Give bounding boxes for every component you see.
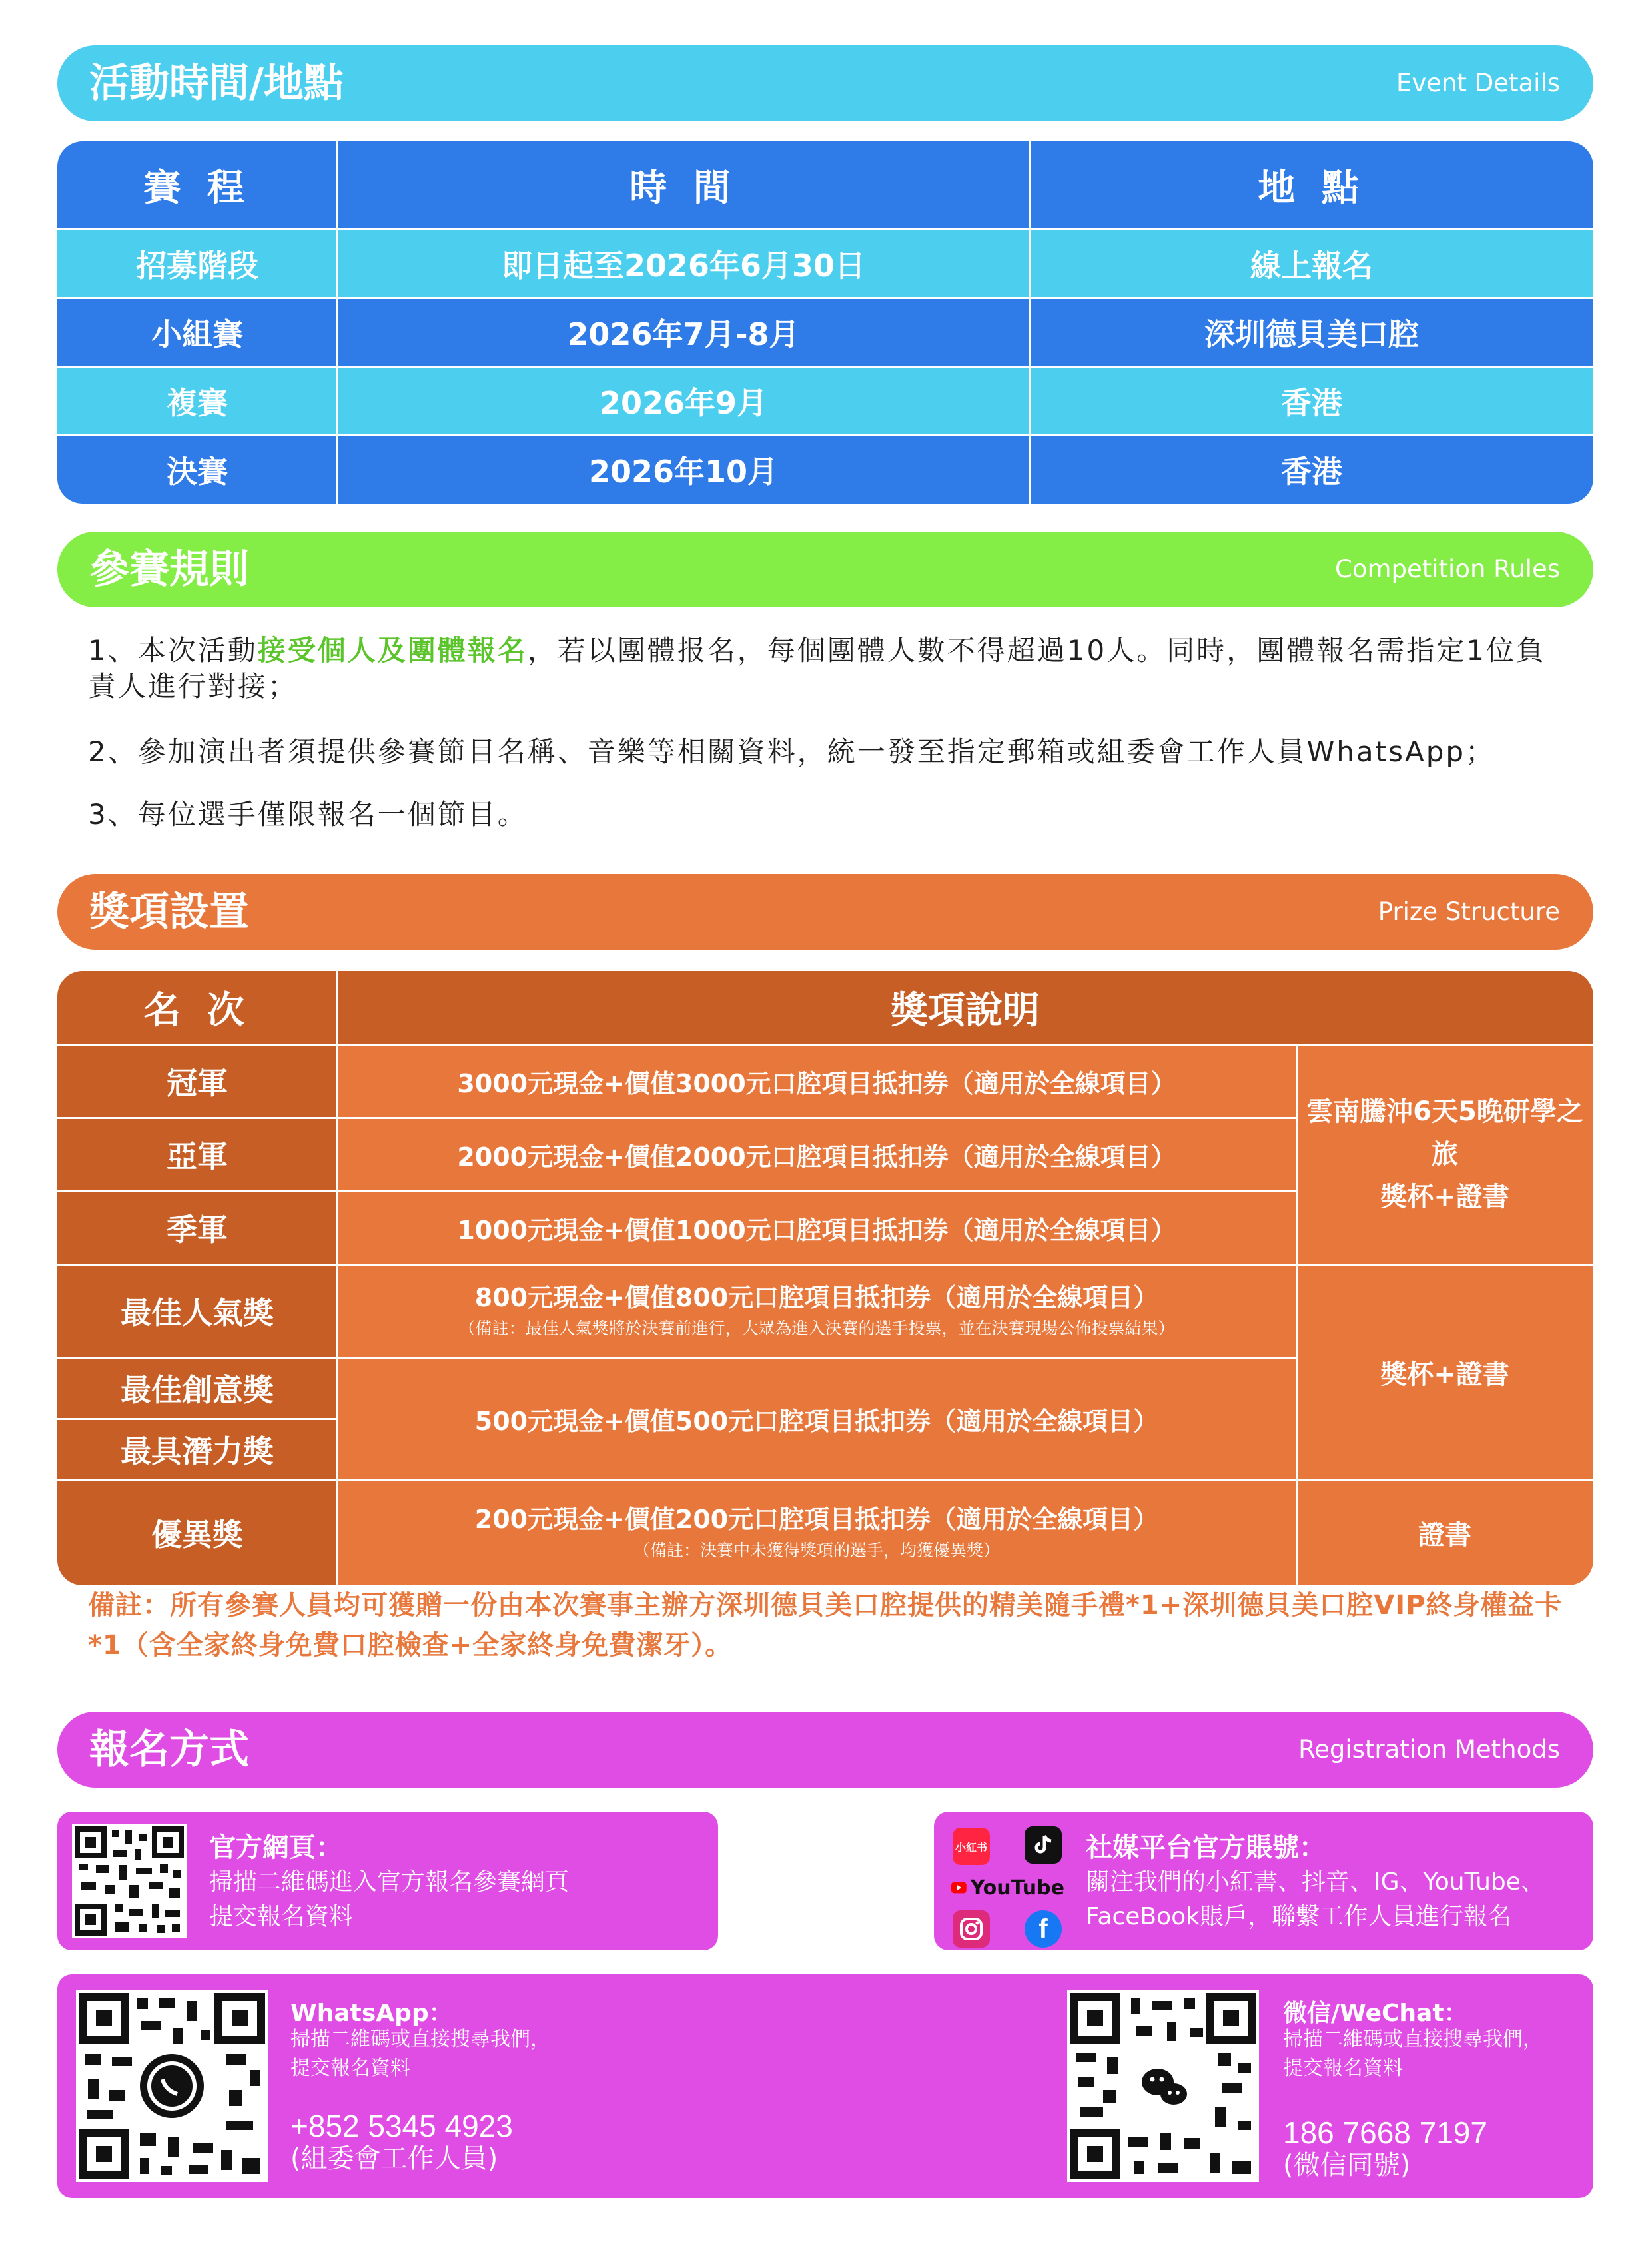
prize-desc: 800元現金+價值800元口腔項目抵扣券（適用於全線項目） [474,1283,1159,1312]
prizes-header [57,874,1593,950]
prize-desc: 1000元現金+價值1000元口腔項目抵扣券（適用於全線項目） [337,1191,1296,1264]
youtube-label: YouTube [970,1876,1064,1900]
prize-extra-top [1296,1044,1593,1264]
grid-line [57,1117,1296,1119]
header-description: 獎項說明 [337,971,1593,1044]
time-cell: 2026年7月-8月 [337,298,1030,366]
wechat-phone[interactable]: 186 7668 7197 [1283,2115,1487,2150]
stage-cell: 小組賽 [57,298,337,366]
grid-line [57,366,1593,368]
prizes-title: 獎項設置 [89,889,249,935]
rule-1 [88,633,1567,705]
rule-1-text: 1、本次活動 [88,634,258,667]
wechat-qr-code[interactable] [1067,1990,1259,2182]
prize-desc-popular [337,1264,1296,1357]
prize-desc: 200元現金+價值200元口腔項目抵扣券（適用於全線項目） [474,1505,1159,1534]
prize-desc-merit [337,1480,1296,1585]
facebook-icon[interactable]: f [1025,1910,1062,1948]
prize-footnote: 備註：所有參賽人員均可獲贈一份由本次賽事主辦方深圳德貝美口腔提供的精美隨手禮*1+深圳德貝美口腔VIP終身權益卡*1（含全家終身免費口腔檢查+全家終身免費潔牙）。 [88,1590,1563,1661]
wechat-phone-note: (微信同號) [1283,2150,1411,2181]
rank-cell: 最具潛力獎 [57,1419,337,1480]
website-qr-code[interactable] [72,1824,187,1938]
header-time: 時 間 [337,141,1030,229]
whatsapp-phone-note: (組委會工作人員) [290,2143,498,2174]
time-cell: 2026年10月 [337,435,1030,504]
grid-line [57,1357,1296,1359]
website-line-2: 提交報名資料 [209,1903,354,1930]
rank-cell: 季軍 [57,1191,337,1264]
place-cell: 線上報名 [1030,229,1593,298]
prizes-subtitle: Prize Structure [1378,897,1560,926]
whatsapp-phone[interactable]: +852 5345 4923 [290,2109,513,2143]
rule-2: 2、參加演出者須提供參賽節目名稱、音樂等相關資料，統一發至指定郵箱或組委會工作人員WhatsApp； [88,735,1496,768]
rules-title: 參賽規則 [89,546,249,593]
tiktok-icon[interactable] [1025,1826,1062,1864]
rules-header [57,532,1593,607]
event-schedule-table [57,141,1593,504]
grid-line [1296,1044,1298,1585]
registration-title: 報名方式 [89,1726,249,1773]
grid-line [57,434,1593,436]
rules-subtitle: Competition Rules [1334,555,1560,583]
header-rank: 名 次 [57,971,337,1044]
rule-1-text: ，若以團體报名，每個團體人數不得超過10人。同時，團體報名需指定1位負責人進行對接； [88,634,1546,703]
place-cell: 深圳德貝美口腔 [1030,298,1593,366]
place-cell: 香港 [1030,435,1593,504]
whatsapp-qr-code[interactable] [76,1990,268,2182]
rule-1-highlight: 接受個人及團體報名 [257,634,528,667]
prize-extra-mid: 獎杯+證書 [1296,1264,1593,1480]
prize-desc: 3000元現金+價值3000元口腔項目抵扣券（適用於全線項目） [337,1044,1296,1118]
prize-extra-trophy: 獎杯+證書 [1380,1182,1509,1212]
wechat-line-2: 提交報名資料 [1283,2057,1403,2080]
rank-cell: 最佳創意獎 [57,1357,337,1419]
rank-cell: 最佳人氣獎 [57,1264,337,1357]
stage-cell: 決賽 [57,435,337,504]
website-line-1: 掃描二維碼進入官方報名參賽網頁 [209,1868,570,1896]
place-cell: 香港 [1030,366,1593,435]
stage-cell: 複賽 [57,366,337,435]
wechat-title: 微信/WeChat： [1283,2000,1468,2027]
event-details-title: 活動時間/地點 [89,60,344,107]
event-details-header [57,45,1593,121]
website-title: 官方網頁： [209,1832,342,1863]
header-place: 地 點 [1030,141,1593,229]
grid-line [57,1479,1593,1481]
grid-line [1029,141,1031,504]
contact-box [57,1974,1593,2198]
grid-line [57,297,1593,299]
wechat-line-1: 掃描二維碼或直接搜尋我們， [1283,2028,1543,2051]
prize-table [57,971,1593,1585]
social-line-1: 關注我們的小紅書、抖音、IG、YouTube、 [1086,1868,1545,1896]
social-box [934,1812,1593,1950]
rank-cell: 優異獎 [57,1480,337,1585]
xiaohongshu-icon[interactable]: 小紅书 [953,1828,990,1865]
prize-desc: 500元現金+價值500元口腔項目抵扣券（適用於全線項目） [337,1357,1296,1480]
registration-subtitle: Registration Methods [1298,1735,1560,1764]
rank-cell: 冠軍 [57,1044,337,1118]
grid-line [57,1264,1593,1266]
prize-extra-bottom: 證書 [1296,1480,1593,1585]
prize-note: （備註：決賽中未獲得獎項的選手，均獲優異獎） [633,1541,1000,1560]
prize-extra-trip: 雲南騰沖6天5晚研學之旅 [1306,1096,1583,1170]
grid-line [57,1418,337,1420]
time-cell: 即日起至2026年6月30日 [337,229,1030,298]
grid-line [57,1044,1593,1046]
social-title: 社媒平台官方賬號： [1086,1832,1326,1863]
prize-note: （備註：最佳人氣獎將於決賽前進行，大眾為進入決賽的選手投票，並在決賽現場公佈投票結果） [458,1319,1175,1338]
whatsapp-line-1: 掃描二維碼或直接搜尋我們， [290,2028,550,2051]
website-box [57,1812,718,1950]
stage-cell: 招募階段 [57,229,337,298]
instagram-icon[interactable] [953,1910,990,1948]
social-line-2: FaceBook賬戶，聯繫工作人員進行報名 [1086,1903,1512,1930]
rule-3: 3、每位選手僅限報名一個節目。 [88,798,528,831]
grid-line [336,971,338,1585]
rank-cell: 亞軍 [57,1118,337,1191]
header-stage: 賽 程 [57,141,337,229]
registration-header [57,1712,1593,1788]
event-details-subtitle: Event Details [1396,69,1560,97]
time-cell: 2026年9月 [337,366,1030,435]
prize-desc: 2000元現金+價值2000元口腔項目抵扣券（適用於全線項目） [337,1118,1296,1191]
grid-line [336,141,338,504]
youtube-logo[interactable] [951,1873,1064,1902]
whatsapp-title: WhatsApp： [290,2000,453,2027]
grid-line [57,1190,1296,1192]
grid-line [57,228,1593,230]
whatsapp-line-2: 提交報名資料 [290,2057,410,2080]
